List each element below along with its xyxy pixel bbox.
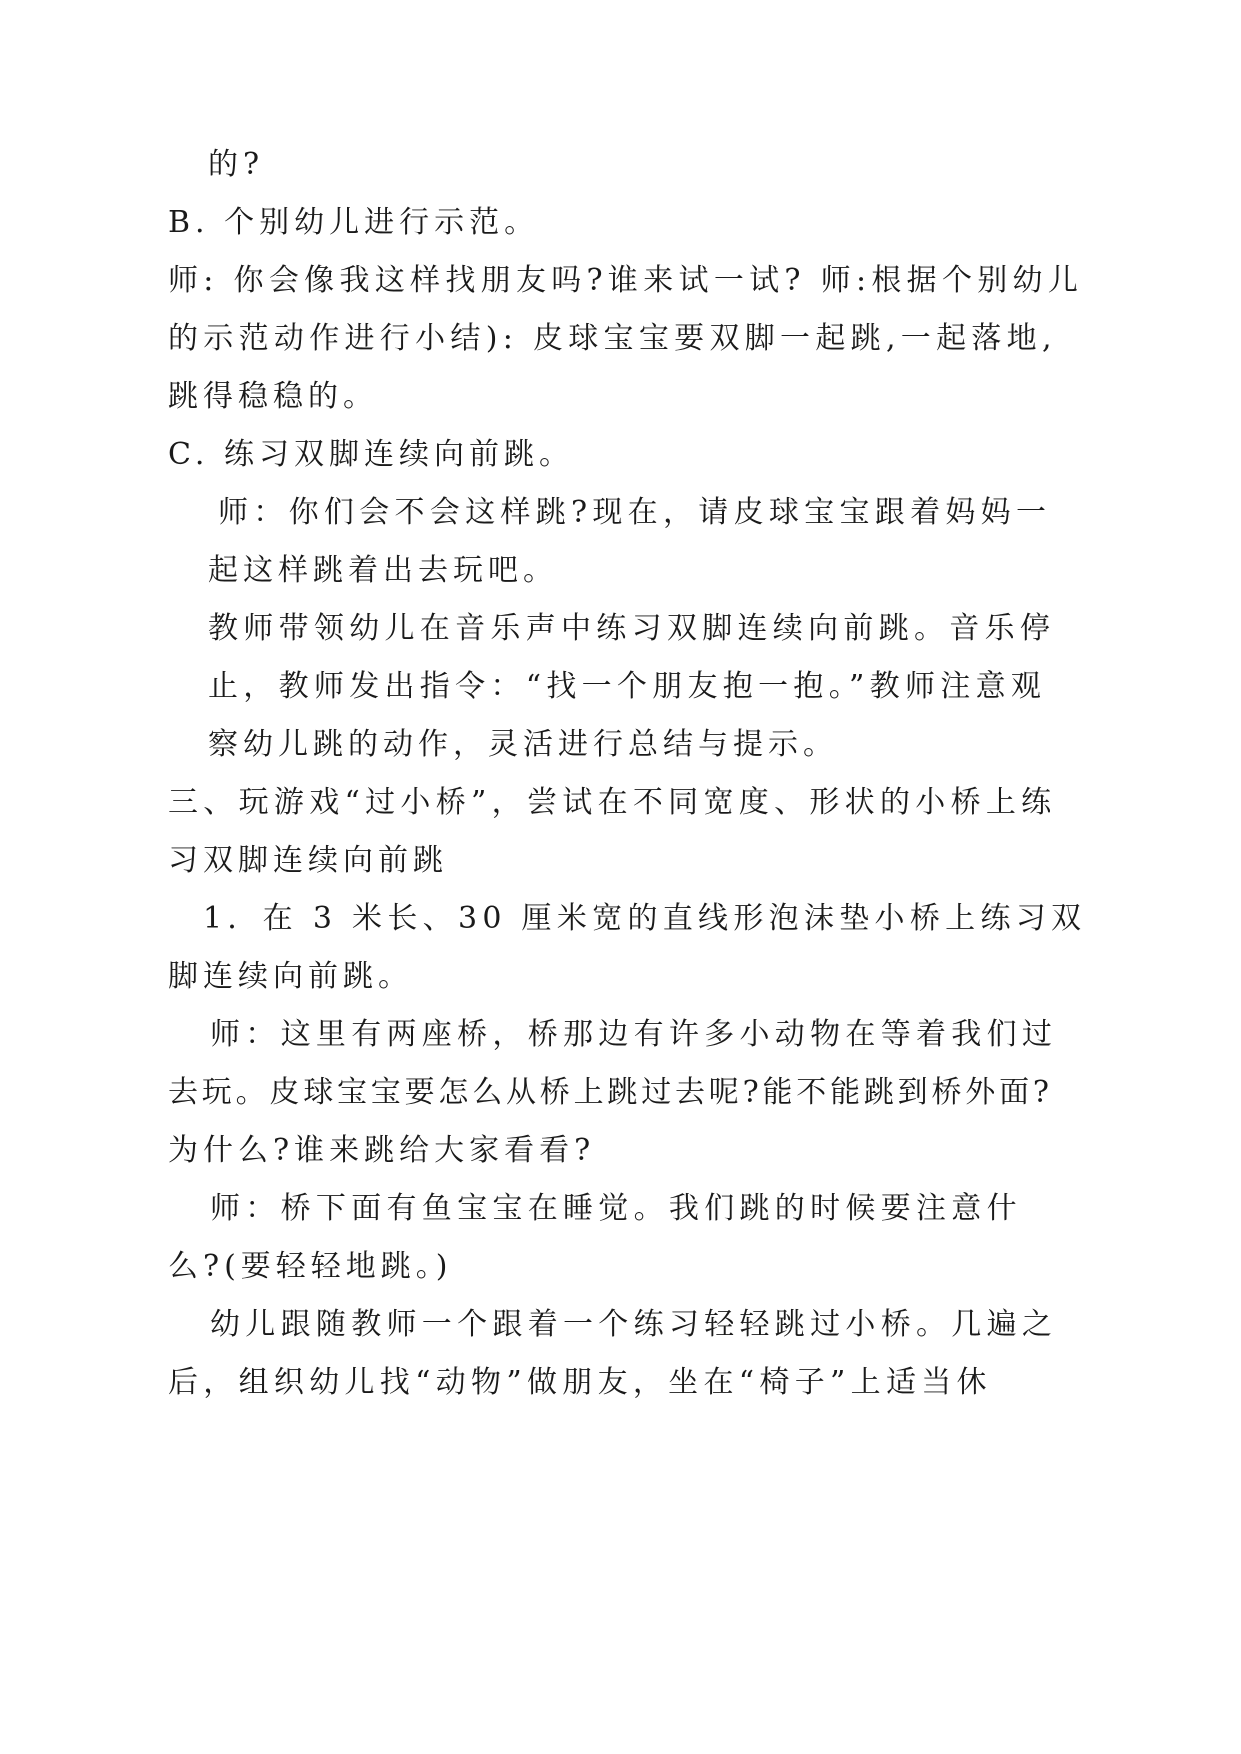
text-line: 起这样跳着出去玩吧。 [208,553,558,588]
text-line: 教师带领幼儿在音乐声中练习双脚连续向前跳。音乐停 [208,611,1056,646]
text-line: B. 个别幼儿进行示范。 [168,205,540,240]
text-line: 脚连续向前跳。 [168,959,413,994]
text-line: 师：桥下面有鱼宝宝在睡觉。我们跳的时候要注意什 [210,1191,1022,1226]
text-line: 么?(要轻轻地跳。) [168,1249,453,1284]
text-line: 后，组织幼儿找“动物”做朋友，坐在“椅子”上适当休 [168,1365,992,1400]
text-line: 习双脚连续向前跳 [168,843,448,878]
text-line: 师：你们会不会这样跳?现在，请皮球宝宝跟着妈妈一 [218,495,1052,530]
text-line: 1．在 3 米长、30 厘米宽的直线形泡沫垫小桥上练习双 [203,901,1087,936]
text-line: 止，教师发出指令：“找一个朋友抱一抱。”教师注意观 [208,669,1047,704]
text-line: 幼儿跟随教师一个跟着一个练习轻轻跳过小桥。几遍之 [210,1307,1058,1342]
text-line: 师: 你会像我这样找朋友吗?谁来试一试? 师:根据个别幼儿 [168,263,1084,298]
text-line: 跳得稳稳的。 [168,379,378,414]
text-line: 的示范动作进行小结): 皮球宝宝要双脚一起跳,一起落地, [168,321,1057,356]
text-line: C. 练习双脚连续向前跳。 [168,437,574,472]
text-line: 为什么?谁来跳给大家看看? [168,1133,596,1168]
text-line: 三、玩游戏“过小桥”，尝试在不同宽度、形状的小桥上练 [168,785,1057,820]
text-line: 的? [208,147,265,182]
text-line: 察幼儿跳的动作，灵活进行总结与提示。 [208,727,838,762]
text-line: 去玩。皮球宝宝要怎么从桥上跳过去呢?能不能跳到桥外面? [168,1075,1053,1110]
text-line: 师：这里有两座桥，桥那边有许多小动物在等着我们过 [210,1017,1058,1052]
